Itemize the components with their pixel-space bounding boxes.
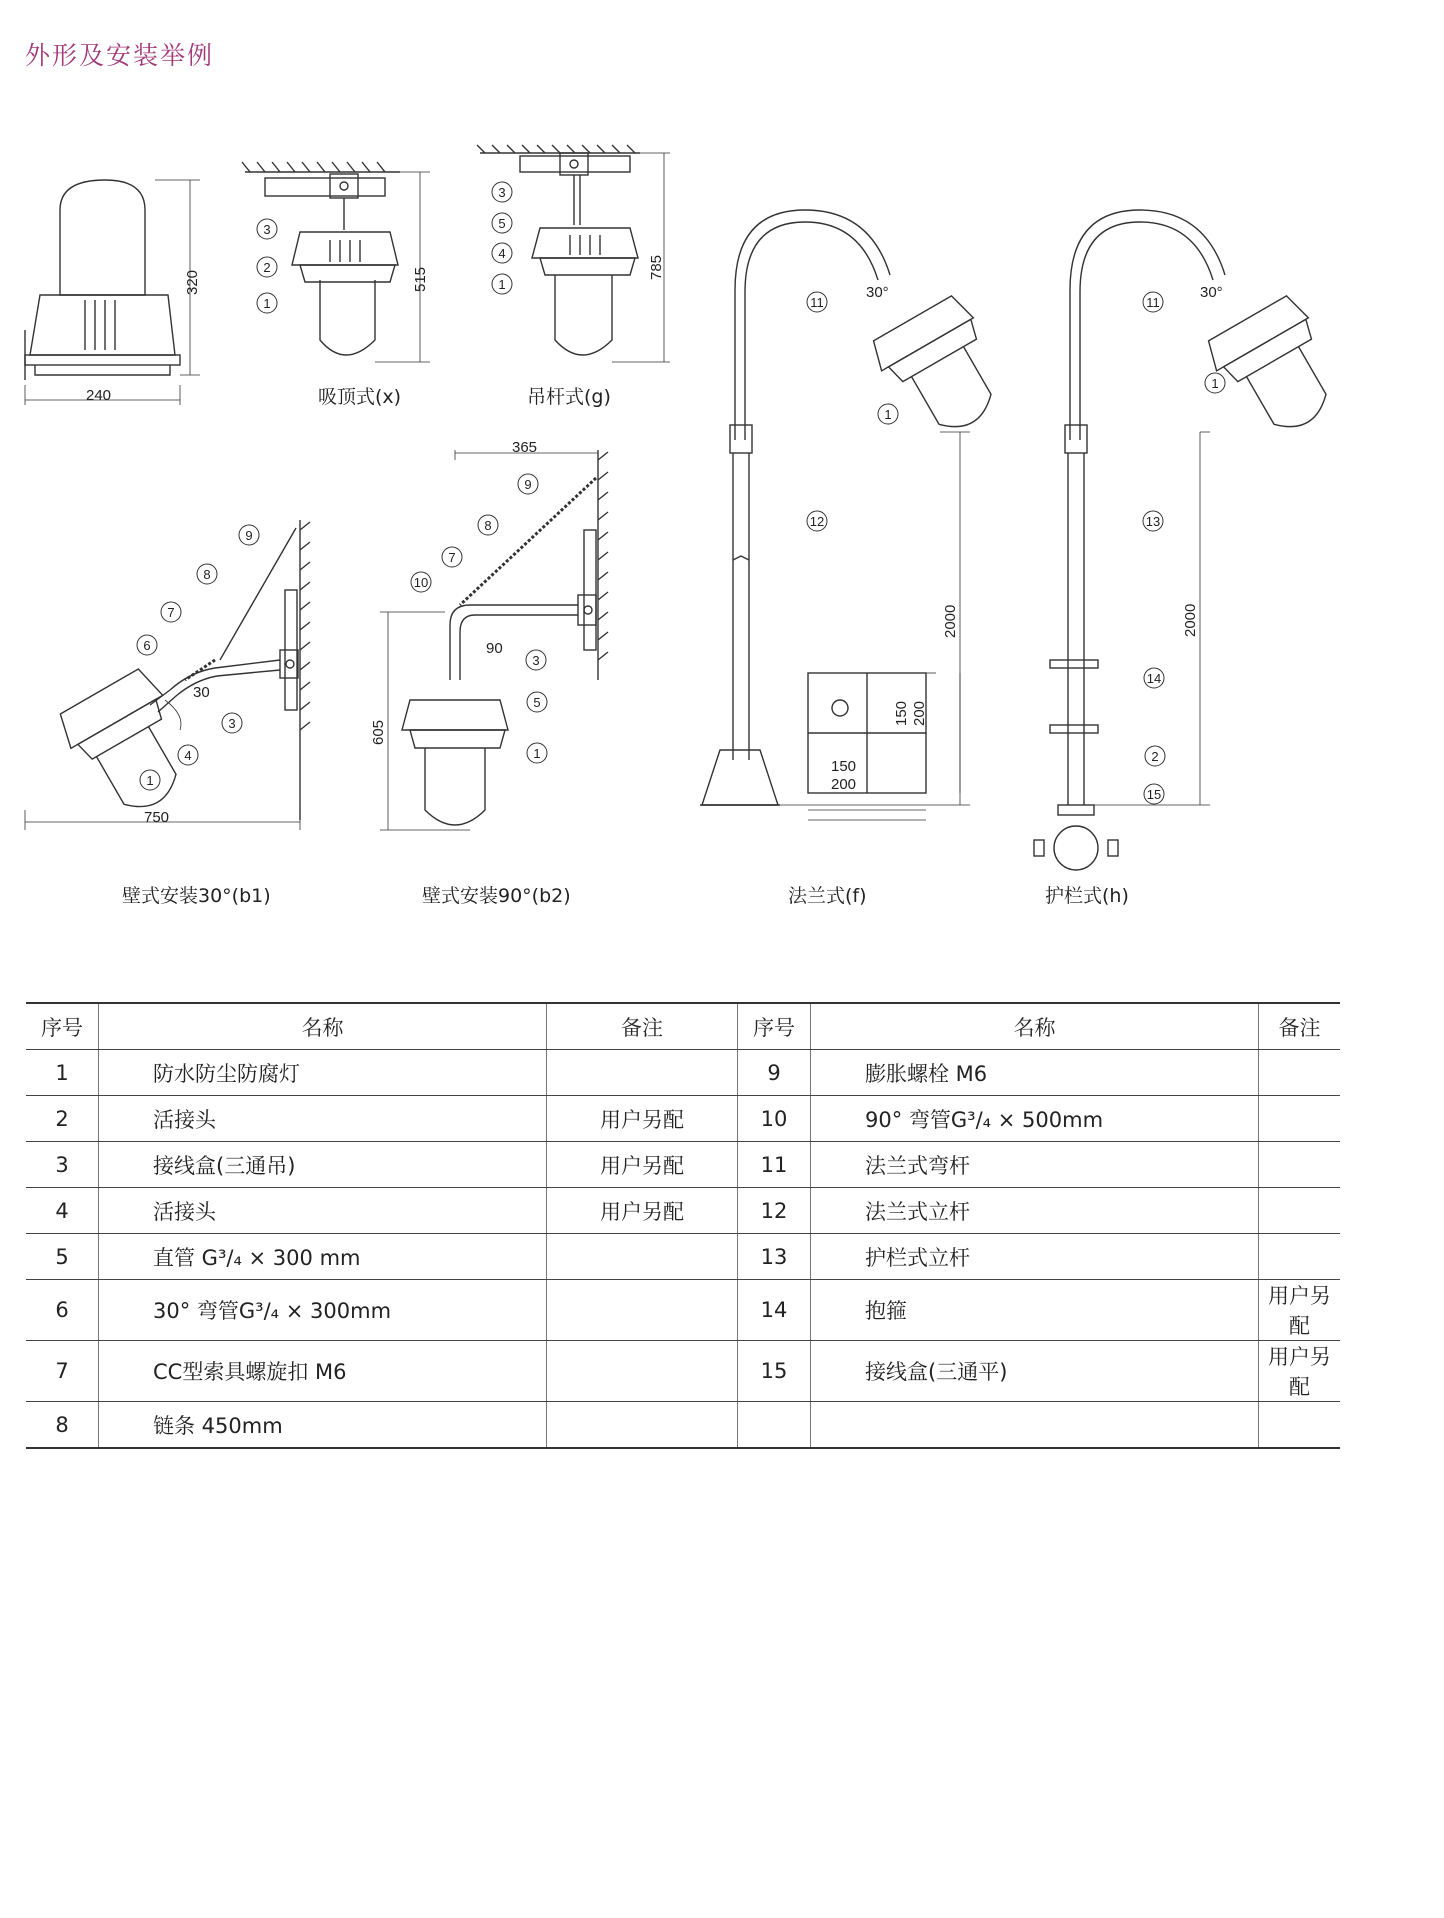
- cell-no: 8: [26, 1402, 99, 1449]
- table-row: [26, 1142, 1340, 1188]
- dim-h-angle: 30°: [1200, 284, 1223, 301]
- svg-text:10: 10: [413, 575, 429, 590]
- cell-note: [1259, 1050, 1341, 1096]
- svg-text:1: 1: [1211, 376, 1219, 391]
- svg-text:3: 3: [263, 222, 271, 237]
- dim-b2-angle: 90: [486, 640, 503, 657]
- cell-no: 5: [26, 1234, 99, 1280]
- svg-text:1: 1: [884, 407, 892, 422]
- dim-lamp-height: 320: [184, 269, 201, 295]
- header-no-right: 序号: [738, 1003, 811, 1050]
- cell-no: 6: [26, 1280, 99, 1341]
- dim-b2-width: 365: [512, 439, 538, 456]
- caption-wall-90-b2: 壁式安装90°(b2): [422, 885, 571, 907]
- svg-text:3: 3: [532, 653, 540, 668]
- svg-text:7: 7: [448, 550, 456, 565]
- cell-no: 4: [26, 1188, 99, 1234]
- svg-text:13: 13: [1145, 514, 1161, 529]
- svg-text:1: 1: [498, 277, 506, 292]
- dim-h-height: 2000: [1182, 603, 1199, 637]
- cell-no: 13: [738, 1234, 811, 1280]
- cell-note: 用户另配: [547, 1188, 738, 1234]
- svg-text:2: 2: [1151, 749, 1159, 764]
- cell-name: 90° 弯管G³/₄ × 500mm: [811, 1096, 1259, 1142]
- svg-text:14: 14: [1146, 671, 1162, 686]
- cell-note: [1259, 1188, 1341, 1234]
- svg-text:9: 9: [524, 477, 532, 492]
- header-name-left: 名称: [99, 1003, 547, 1050]
- cell-name: 链条 450mm: [99, 1402, 547, 1449]
- cell-name: CC型索具螺旋扣 M6: [99, 1341, 547, 1402]
- svg-text:1: 1: [263, 296, 271, 311]
- parts-table: [26, 1002, 1340, 1449]
- table-row: [26, 1050, 1340, 1096]
- cell-no: 2: [26, 1096, 99, 1142]
- svg-text:8: 8: [484, 518, 492, 533]
- svg-text:15: 15: [1146, 787, 1162, 802]
- callout-numbers: [143, 185, 1218, 802]
- svg-text:4: 4: [184, 748, 192, 763]
- table-row: [26, 1341, 1340, 1402]
- cell-no: 11: [738, 1142, 811, 1188]
- caption-ceiling-x: 吸顶式(x): [318, 386, 402, 408]
- table-row: [26, 1096, 1340, 1142]
- cell-note: 用户另配: [1259, 1341, 1341, 1402]
- caption-wall-30-b1: 壁式安装30°(b1): [122, 885, 271, 907]
- cell-no: [738, 1402, 811, 1449]
- cell-note: [1259, 1234, 1341, 1280]
- cell-name: 抱箍: [811, 1280, 1259, 1341]
- dim-b2-height: 605: [370, 719, 387, 745]
- svg-text:7: 7: [167, 605, 175, 620]
- cell-name: 活接头: [99, 1096, 547, 1142]
- header-no-left: 序号: [26, 1003, 99, 1050]
- cell-note: [547, 1341, 738, 1402]
- cell-no: 10: [738, 1096, 811, 1142]
- cell-no: 3: [26, 1142, 99, 1188]
- cell-name: 直管 G³/₄ × 300 mm: [99, 1234, 547, 1280]
- cell-note: [1259, 1096, 1341, 1142]
- cell-note: 用户另配: [1259, 1280, 1341, 1341]
- wall-mount-30-b1: [25, 520, 310, 830]
- dim-flange-200-w: 200: [831, 776, 857, 793]
- cell-name: 护栏式立杆: [811, 1234, 1259, 1280]
- cell-name: 膨胀螺栓 M6: [811, 1050, 1259, 1096]
- page-title: 外形及安装举例: [25, 41, 215, 70]
- header-name-right: 名称: [811, 1003, 1259, 1050]
- table-row: [26, 1234, 1340, 1280]
- cell-name: [811, 1402, 1259, 1449]
- dim-flange-200-h: 200: [911, 700, 928, 726]
- cell-no: 12: [738, 1188, 811, 1234]
- svg-text:2: 2: [263, 260, 271, 275]
- dim-lamp-width: 240: [86, 387, 112, 404]
- cell-no: 14: [738, 1280, 811, 1341]
- cell-note: [1259, 1402, 1341, 1449]
- svg-text:1: 1: [533, 746, 541, 761]
- dim-f-angle: 30°: [866, 284, 889, 301]
- dim-b1-angle: 30: [193, 684, 210, 701]
- caption-flange-f: 法兰式(f): [788, 885, 867, 907]
- dim-g-height: 785: [648, 254, 665, 280]
- cell-no: 1: [26, 1050, 99, 1096]
- cell-name: 接线盒(三通平): [811, 1341, 1259, 1402]
- cell-note: [547, 1050, 738, 1096]
- guardrail-mount-h: [1034, 210, 1353, 870]
- cell-no: 15: [738, 1341, 811, 1402]
- svg-text:5: 5: [533, 695, 541, 710]
- dim-flange-150-w: 150: [831, 758, 857, 775]
- svg-text:1: 1: [146, 773, 154, 788]
- svg-text:5: 5: [498, 216, 506, 231]
- dim-f-height: 2000: [942, 604, 959, 638]
- cell-name: 法兰式弯杆: [811, 1142, 1259, 1188]
- cell-note: [547, 1402, 738, 1449]
- svg-text:3: 3: [498, 185, 506, 200]
- dim-flange-150-h: 150: [893, 700, 910, 726]
- cell-note: [547, 1280, 738, 1341]
- svg-text:12: 12: [809, 514, 825, 529]
- svg-text:11: 11: [810, 295, 824, 310]
- cell-name: 30° 弯管G³/₄ × 300mm: [99, 1280, 547, 1341]
- svg-text:9: 9: [245, 528, 253, 543]
- table-header-row: [26, 1003, 1340, 1050]
- flange-mount-f: [700, 210, 1018, 820]
- svg-text:6: 6: [143, 638, 151, 653]
- caption-guardrail-h: 护栏式(h): [1045, 885, 1129, 907]
- cell-note: 用户另配: [547, 1096, 738, 1142]
- caption-pendant-g: 吊杆式(g): [527, 386, 611, 408]
- cell-name: 防水防尘防腐灯: [99, 1050, 547, 1096]
- dim-x-height: 515: [412, 266, 429, 292]
- header-note-left: 备注: [547, 1003, 738, 1050]
- table-row: [26, 1402, 1340, 1449]
- cell-note: [1259, 1142, 1341, 1188]
- svg-text:3: 3: [228, 716, 236, 731]
- header-note-right: 备注: [1259, 1003, 1341, 1050]
- cell-no: 9: [738, 1050, 811, 1096]
- cell-name: 活接头: [99, 1188, 547, 1234]
- pendant-mount-g: [477, 145, 670, 362]
- dim-b1-width: 750: [144, 809, 170, 826]
- cell-name: 接线盒(三通吊): [99, 1142, 547, 1188]
- cell-name: 法兰式立杆: [811, 1188, 1259, 1234]
- svg-text:11: 11: [1146, 295, 1160, 310]
- cell-no: 7: [26, 1341, 99, 1402]
- cell-note: 用户另配: [547, 1142, 738, 1188]
- table-row: [26, 1280, 1340, 1341]
- table-row: [26, 1188, 1340, 1234]
- svg-text:8: 8: [203, 567, 211, 582]
- svg-text:4: 4: [498, 246, 506, 261]
- cell-note: [547, 1234, 738, 1280]
- lamp-front-view: [25, 180, 200, 405]
